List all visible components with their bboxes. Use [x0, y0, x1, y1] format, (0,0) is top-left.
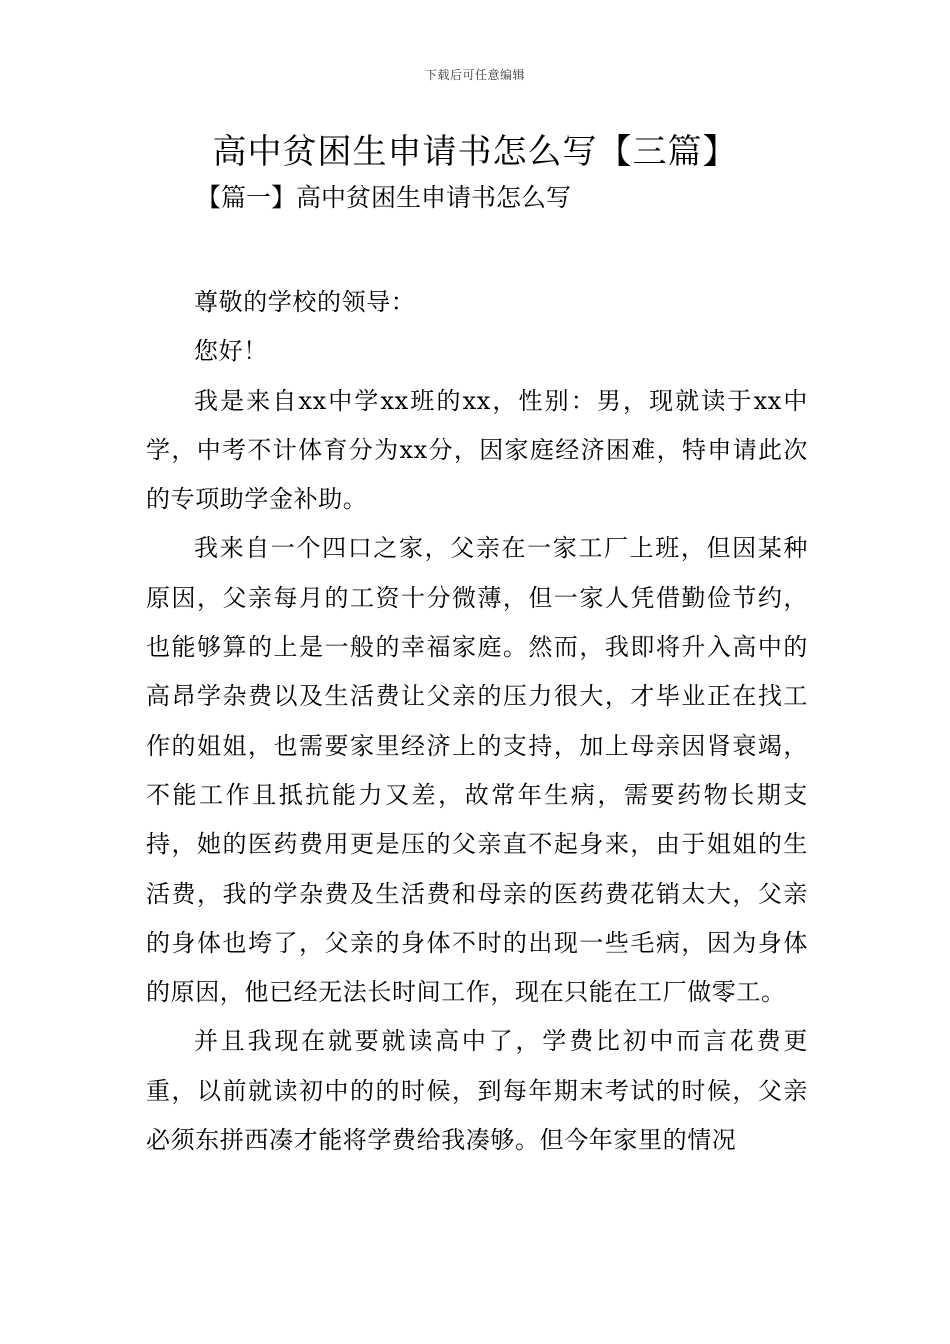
paragraph: 我是来自xx中学xx班的xx，性别：男，现就读于xx中学，中考不计体育分为xx分，因家庭经济困难，特申请此次的专项助学金补助。 [146, 386, 808, 514]
header-note: 下载后可任意编辑 [424, 68, 525, 82]
greeting: 您好！ [194, 337, 268, 366]
salutation: 尊敬的学校的领导： [194, 288, 416, 316]
paragraph: 我来自一个四口之家，父亲在一家工厂上班，但因某种原因，父亲每月的工资十分微薄，但一家人凭借勤俭节约，也能够算的上是一般的幸福家庭。然而，我即将升入高中的高昂学杂费以及生活费让父亲的压力很大，才毕业正在找工作的姐姐，也需要家里经济上的支持，加上母亲因肾衰竭，不能工作且抵抗能力又差，故常年生病，需要药物长期支持，她的医药费用更是压的父亲直不起身来，由于姐姐的生活费，我的学杂费及生活费和母亲的医药费花销太大，父亲的身体也垮了，父亲的身体不时的出现一些毛病，因为身体的原因，他已经无法长时间工作，现在只能在工厂做零工。 [146, 534, 808, 1007]
paragraph: 并且我现在就要就读高中了，学费比初中而言花费更重，以前就读初中的的时候，到每年期末考试的时候，父亲必须东拼西凑才能将学费给我凑够。但今年家里的情况 [146, 1027, 808, 1155]
document-body [146, 278, 808, 1165]
section-heading: 【篇一】高中贫困生申请书怎么写 [196, 183, 572, 212]
document-title: 高中贫困生申请书怎么写【三篇】 [212, 132, 738, 172]
